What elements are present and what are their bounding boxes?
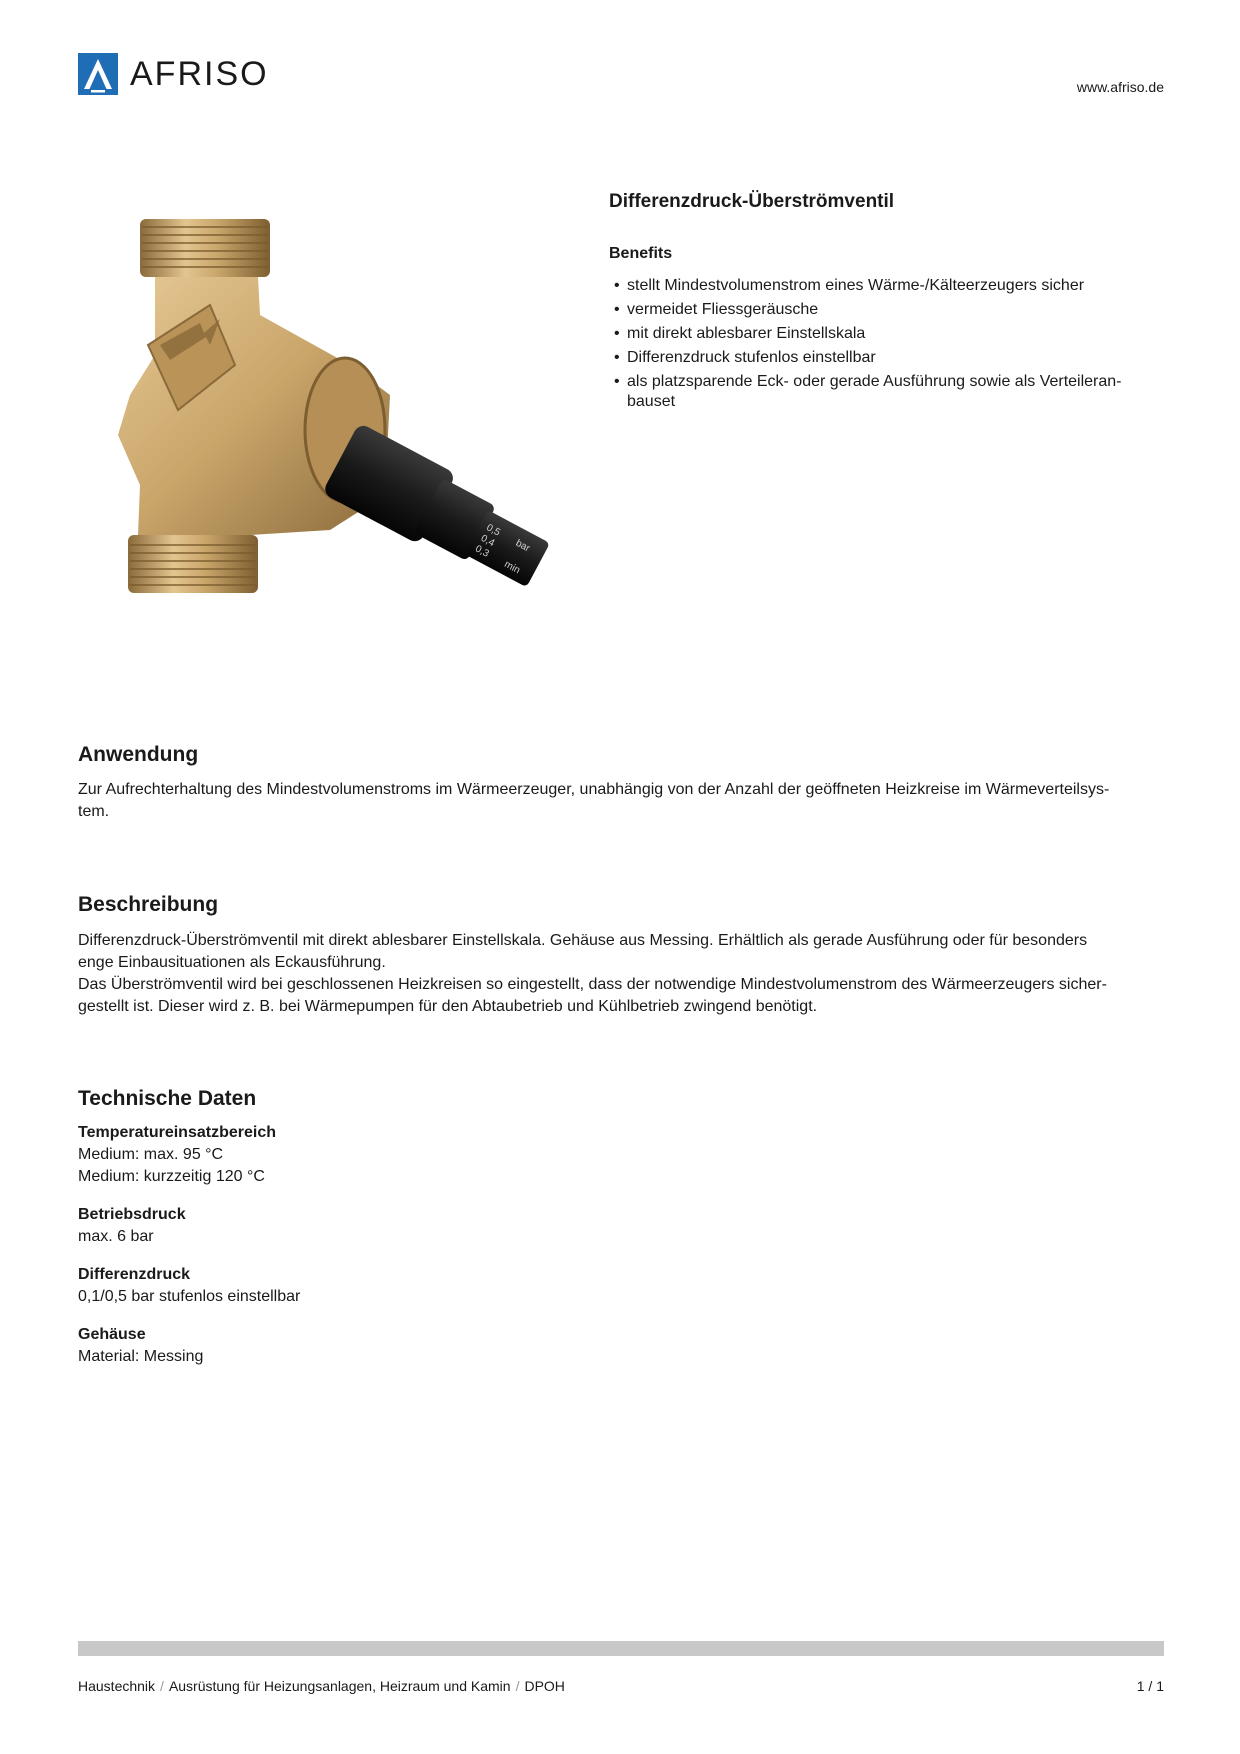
- benefit-item: • stellt Mindestvolumenstrom eines Wärme-/Kälteerzeugers sicher: [609, 276, 1161, 296]
- website-link[interactable]: www.afriso.de: [1076, 79, 1164, 95]
- spec-label: Temperatureinsatzbereich: [78, 1124, 276, 1141]
- section-anwendung: [78, 743, 1164, 823]
- benefit-item: • mit direkt ablesbarer Einstellskala: [609, 324, 1161, 344]
- product-title: Differenzdruck-Überströmventil: [609, 191, 895, 212]
- benefit-item: • Differenzdruck stufenlos einstellbar: [609, 348, 1161, 368]
- spec-differenzdruck: [78, 1264, 1164, 1308]
- spec-value: Medium: max. 95 °C: [78, 1146, 224, 1163]
- spec-label: Differenzdruck: [78, 1266, 191, 1283]
- benefit-item: • als platzsparende Eck- oder gerade Ausführung sowie als Verteileran- bauset: [609, 372, 1161, 412]
- breadcrumb-item-haustechnik[interactable]: Haustechnik: [78, 1678, 156, 1694]
- spec-betriebsdruck: [78, 1204, 1164, 1248]
- svg-text:0,4: 0,4: [478, 532, 497, 550]
- spec-temperatureinsatzbereich: [78, 1122, 1164, 1188]
- valve-product-photo-icon: [100, 195, 580, 665]
- beschreibung-paragraph: Differenzdruck-Überströmventil mit direkt ablesbarer Einstellskala. Gehäuse aus Messing. Erhältlich als gerade Ausführung oder für besonders enge Einbausituationen als Eckausführung.: [78, 932, 1088, 971]
- svg-text:min: min: [502, 558, 522, 577]
- spec-gehaeuse: [78, 1324, 1164, 1368]
- benefits-list: [609, 276, 1161, 416]
- footer-divider-bar: [78, 1641, 1164, 1656]
- section-heading-technische-daten: Technische Daten: [78, 1087, 257, 1110]
- breadcrumb-item-ausruestung[interactable]: Ausrüstung für Heizungsanlagen, Heizraum und Kamin: [168, 1678, 511, 1694]
- section-beschreibung: [78, 893, 1164, 1018]
- spec-label: Gehäuse: [78, 1326, 146, 1343]
- spec-value: max. 6 bar: [78, 1228, 154, 1245]
- afriso-triangle-logo-icon: [78, 53, 118, 95]
- spec-value: Medium: kurzzeitig 120 °C: [78, 1168, 265, 1185]
- brand-name: AFRISO: [130, 55, 269, 93]
- svg-text:0,5: 0,5: [484, 522, 502, 539]
- breadcrumb: [78, 1678, 565, 1694]
- svg-text:0,3: 0,3: [473, 543, 491, 560]
- section-heading-anwendung: Anwendung: [78, 743, 199, 766]
- spec-value: 0,1/0,5 bar stufenlos einstellbar: [78, 1288, 301, 1305]
- svg-text:bar: bar: [513, 537, 532, 555]
- page-number: 1 / 1: [1136, 1678, 1164, 1694]
- beschreibung-paragraph: Das Überströmventil wird bei geschlossenen Heizkreisen so eingestellt, dass der notwendige Mindestvolumenstrom des Wärmeerzeugers sicher- gestellt ist. Dieser wird z. B. bei Wärmepumpen für den Abtaubetrieb und Kühlbetrieb zwingend benötigt.: [78, 976, 1107, 1015]
- afriso-logo: [78, 53, 269, 95]
- spec-value: Material: Messing: [78, 1348, 204, 1365]
- breadcrumb-separator: /: [160, 1678, 164, 1694]
- anwendung-text: Zur Aufrechterhaltung des Mindestvolumenstroms im Wärmeerzeuger, unabhängig von der Anzahl der geöffneten Heizkreise im Wärmeverteilsys- tem.: [78, 781, 1110, 820]
- section-technische-daten: [78, 1087, 1164, 1368]
- spec-label: Betriebsdruck: [78, 1206, 186, 1223]
- breadcrumb-item-dpoh: DPOH: [524, 1678, 565, 1694]
- benefits-heading: Benefits: [609, 245, 673, 262]
- section-heading-beschreibung: Beschreibung: [78, 893, 219, 916]
- benefit-item: • vermeidet Fliessgeräusche: [609, 300, 1161, 320]
- breadcrumb-separator: /: [515, 1678, 520, 1694]
